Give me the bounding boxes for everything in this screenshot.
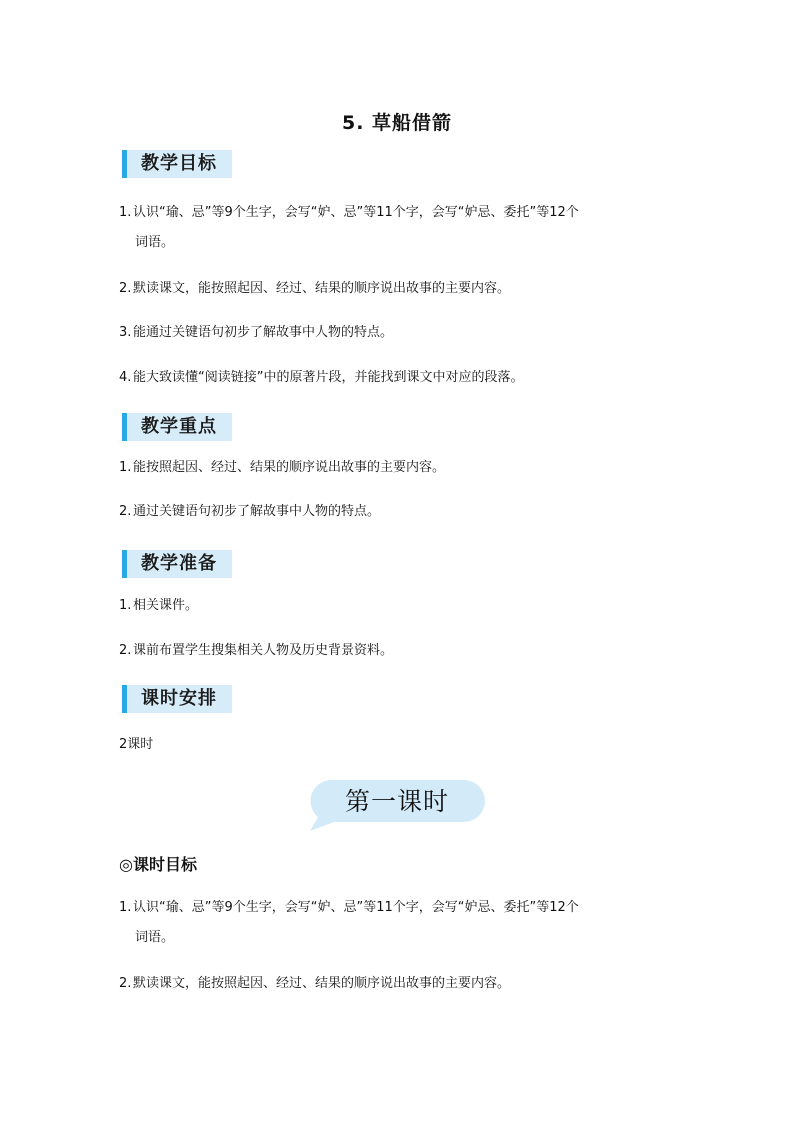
section-header-schedule (122, 685, 232, 713)
focus-item-2-num: 2. (119, 504, 132, 519)
prep-item-2-text: 课前布置学生搜集相关人物及历史背景资料。 (133, 643, 394, 658)
section-header-schedule-label: 课时安排 (141, 688, 217, 709)
goal-item-2 (119, 274, 689, 304)
goal-item-1-text-cont: 词语。 (135, 235, 175, 250)
section-header-prep (122, 550, 232, 578)
lesson-goal-item-1-text-cont: 词语。 (135, 930, 175, 945)
goal-item-3-num: 3. (119, 325, 132, 340)
prep-item-1-num: 1. (119, 598, 132, 613)
focus-item-2 (119, 497, 689, 527)
focus-item-1 (119, 453, 689, 483)
section-header-prep-label: 教学准备 (141, 553, 217, 574)
prep-item-2 (119, 636, 689, 666)
goal-item-4-num: 4. (119, 370, 132, 385)
focus-item-2-text: 通过关键语句初步了解故事中人物的特点。 (133, 504, 381, 519)
lesson-goal-item-2-text: 默读课文，能按照起因、经过、结果的顺序说出故事的主要内容。 (133, 976, 511, 991)
section-header-goals (122, 150, 232, 178)
focus-item-1-num: 1. (119, 460, 132, 475)
page-title: 5. 草船借箭 (341, 112, 453, 134)
goal-item-1-num: 1. (119, 205, 132, 220)
lesson-goal-item-2 (119, 969, 689, 999)
lesson-goal-item-2-num: 2. (119, 976, 132, 991)
lesson-banner-label: 第一课时 (344, 787, 449, 816)
section-header-focus (122, 413, 232, 441)
goal-item-1 (119, 198, 689, 258)
lesson-goals-header: ◎课时目标 (119, 855, 197, 874)
schedule-text: 2课时 (119, 737, 154, 752)
lesson-banner (308, 779, 486, 831)
lesson-goal-item-1-text: 认识“瑜、忌”等9个生字，会写“妒、忌”等11个字，会写“妒忌、委托”等12个 (133, 900, 579, 915)
goal-item-2-num: 2. (119, 281, 132, 296)
section-header-goals-label: 教学目标 (141, 153, 217, 174)
goal-item-4-text: 能大致读懂“阅读链接”中的原著片段，并能找到课文中对应的段落。 (133, 370, 524, 385)
prep-item-1 (119, 591, 689, 621)
goal-item-1-text: 认识“瑜、忌”等9个生字，会写“妒、忌”等11个字，会写“妒忌、委托”等12个 (133, 205, 579, 220)
prep-item-1-text: 相关课件。 (133, 598, 199, 613)
lesson-goal-item-1 (119, 893, 689, 953)
prep-item-2-num: 2. (119, 643, 132, 658)
section-header-focus-label: 教学重点 (141, 416, 217, 437)
lesson-goal-item-1-num: 1. (119, 900, 132, 915)
goal-item-3-text: 能通过关键语句初步了解故事中人物的特点。 (133, 325, 394, 340)
goal-item-2-text: 默读课文，能按照起因、经过、结果的顺序说出故事的主要内容。 (133, 281, 511, 296)
goal-item-4 (119, 363, 689, 393)
goal-item-3 (119, 318, 689, 348)
focus-item-1-text: 能按照起因、经过、结果的顺序说出故事的主要内容。 (133, 460, 446, 475)
